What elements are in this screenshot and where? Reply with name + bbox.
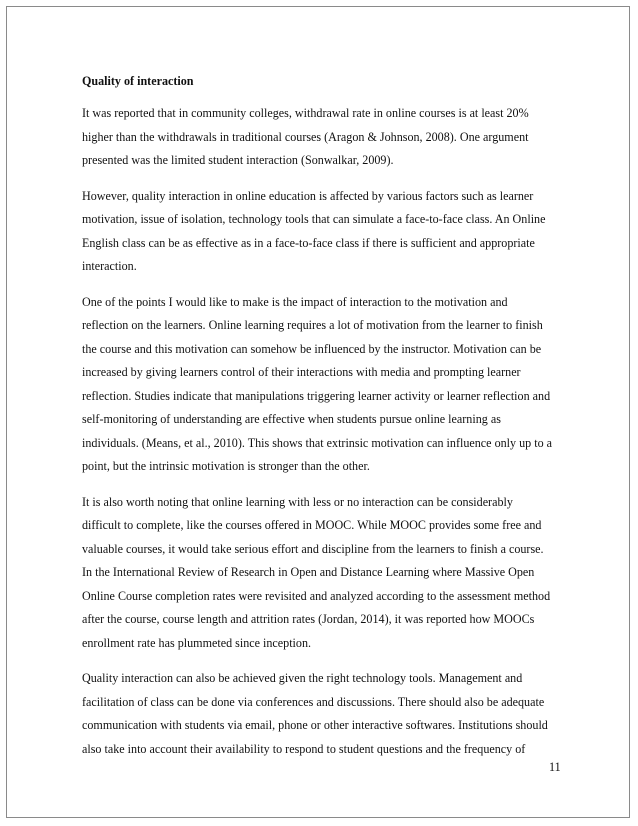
page-number: 11 [549, 760, 561, 774]
text-line: after the course, course length and attrition rates (Jordan, 2014), it was reported how MOOCs [82, 612, 535, 626]
text-line: increased by giving learners control of their interactions with media and prompting learner [82, 365, 521, 379]
page-content [82, 74, 577, 773]
text-line: also take into account their availability to respond to student questions and the frequency of [82, 741, 526, 756]
paragraph [82, 102, 577, 173]
text-line: However, quality interaction in online education is affected by various factors such as learner [82, 188, 534, 203]
document-page [6, 6, 630, 818]
text-line: It is also worth noting that online learning with less or no interaction can be considerably [82, 494, 513, 509]
text-line: facilitation of class can be done via conferences and discussions. There should also be adequate [82, 694, 545, 709]
section-heading: Quality of interaction [82, 74, 194, 88]
paragraph [82, 491, 577, 656]
paragraph-list [82, 102, 577, 761]
text-line: Quality interaction can also be achieved given the right technology tools. Management and [82, 671, 523, 685]
text-line: interaction. [82, 259, 137, 273]
text-line: individuals. (Means, et al., 2010). This shows that extrinsic motivation can influence only up to a [82, 435, 553, 450]
text-line: point, but the intrinsic motivation is stronger than the other. [82, 459, 370, 473]
text-line: difficult to complete, like the courses offered in MOOC. While MOOC provides some free and [82, 518, 542, 532]
text-line: It was reported that in community colleges, withdrawal rate in online courses is at least 20% [82, 106, 529, 120]
text-line: reflection. Studies indicate that manipulations triggering learner activity or learner reflection and [82, 388, 551, 403]
text-line: motivation, issue of isolation, technology tools that can simulate a face-to-face class. An Online [82, 212, 546, 226]
paragraph [82, 185, 577, 279]
text-line: English class can be as effective as in a face-to-face class if there is sufficient and appropriate [82, 235, 535, 250]
text-line: enrollment rate has plummeted since inception. [82, 635, 312, 650]
paragraph [82, 667, 577, 761]
text-line: One of the points I would like to make is the impact of interaction to the motivation and [82, 294, 508, 309]
text-line: valuable courses, it would take serious effort and discipline from the learners to finish a course. [82, 541, 544, 556]
text-line: self-monitoring of understanding are effective when students pursue online learning as [82, 412, 501, 426]
text-line: reflection on the learners. Online learning requires a lot of motivation from the learner to finish [82, 318, 543, 332]
text-line: Online Course completion rates were revisited and analyzed according to the assessment method [82, 588, 551, 603]
text-line: communication with students via email, phone or other interactive softwares. Institutions should [82, 718, 548, 732]
text-line: the course and this motivation can somehow be influenced by the instructor. Motivation can be [82, 341, 542, 356]
text-line: In the International Review of Research in Open and Distance Learning where Massive Open [82, 565, 535, 579]
text-line: higher than the withdrawals in traditional courses (Aragon & Johnson, 2008). One argument [82, 129, 529, 144]
text-line: presented was the limited student interaction (Sonwalkar, 2009). [82, 153, 394, 167]
paragraph [82, 291, 577, 479]
